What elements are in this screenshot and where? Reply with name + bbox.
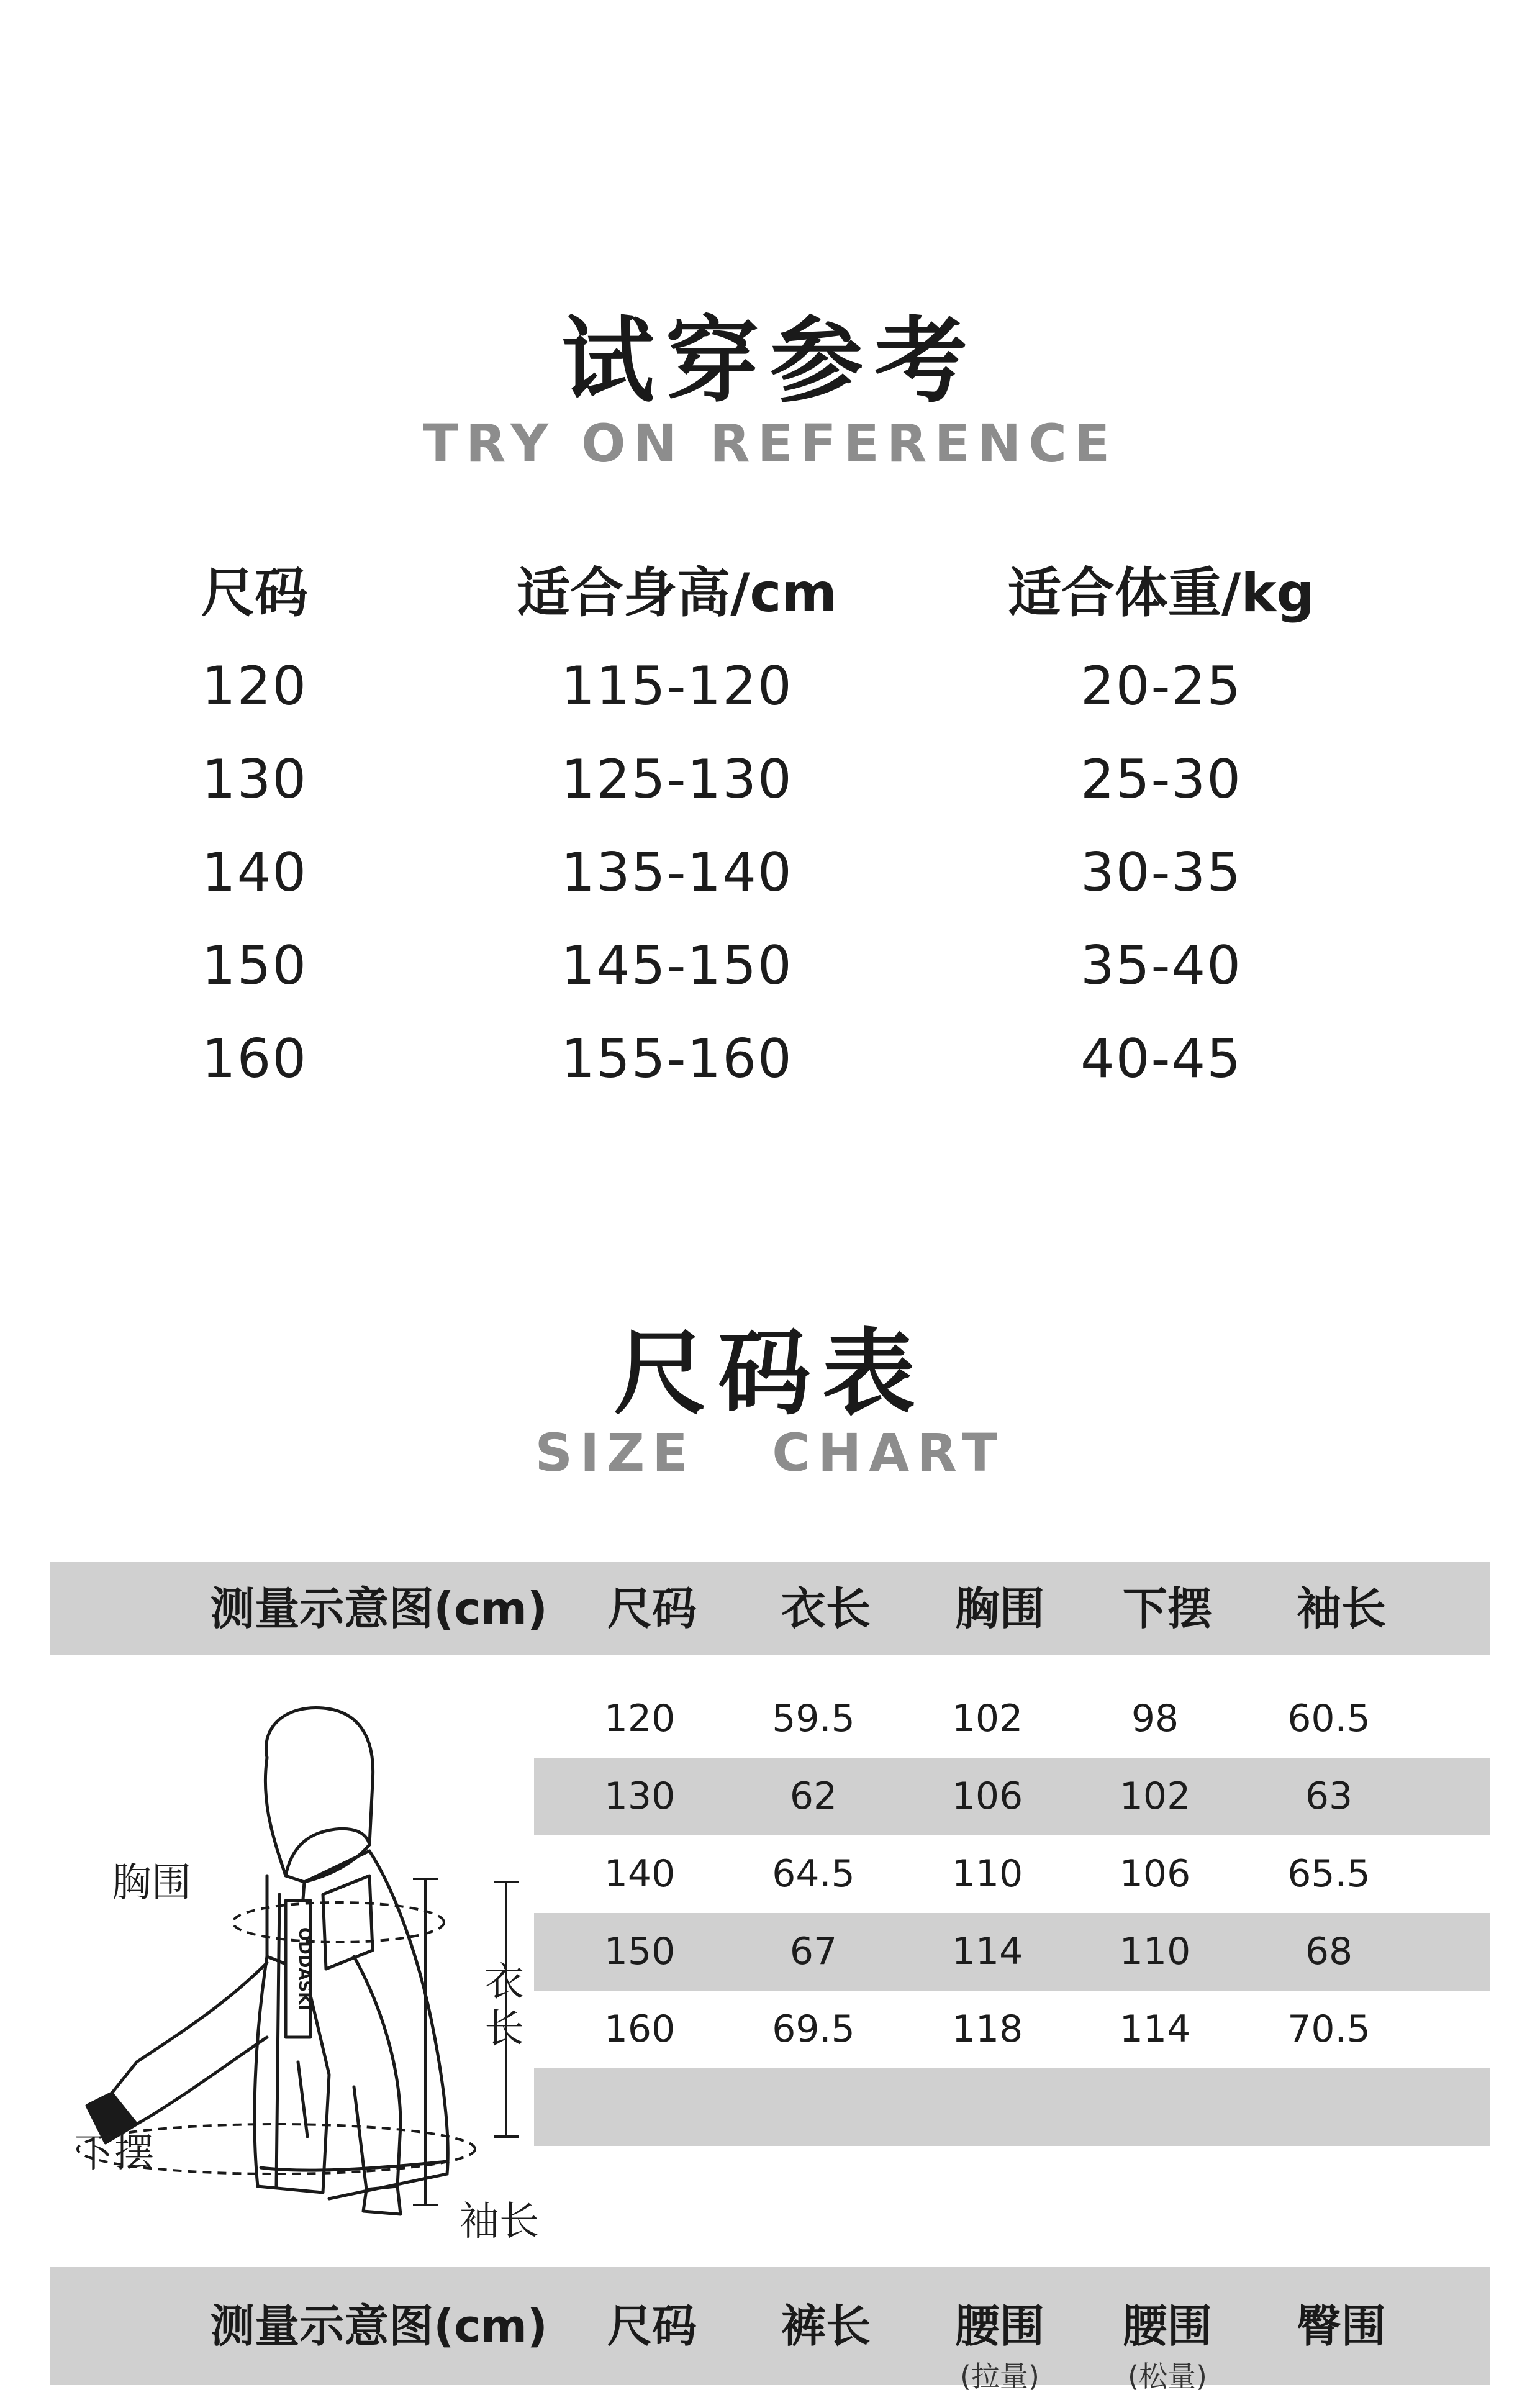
hem-cell: 110 [1119,1930,1191,1973]
height-cell: 135-140 [561,842,793,904]
size-cell: 150 [201,935,308,997]
sleeve-cell: 65.5 [1287,1852,1370,1896]
table-row [0,919,1540,1012]
length-cell: 59.5 [772,1697,855,1740]
hem-label: 下摆 [75,2130,154,2176]
header-pants-length: 裤长 [781,2300,871,2352]
hem-cell: 106 [1119,1852,1191,1896]
table-row [0,826,1540,919]
size-cell: 120 [604,1697,676,1740]
header-waist-stretched: 腰围 [954,2300,1044,2352]
table-row [0,640,1540,733]
table-row [0,733,1540,826]
size-cell: 140 [604,1852,676,1896]
try-on-title: 试穿参考 [561,307,979,416]
height-cell: 145-150 [561,935,793,997]
header-sleeve: 袖长 [1296,1583,1386,1635]
weight-cell: 20-25 [1080,655,1242,717]
jacket-logo: ODDASKI [295,1927,314,2011]
size-cell: 140 [201,842,308,904]
header-length: 衣长 [781,1583,871,1635]
size-cell: 160 [201,1028,308,1090]
table-row-empty [534,2068,1490,2146]
size-chart-header [50,1562,1490,1655]
waist-relaxed-note: (松量) [1128,2360,1207,2393]
header-diagram: 测量示意图(cm) [210,2300,548,2352]
header-height: 适合身高/cm [517,562,837,624]
try-on-header-row [0,547,1540,640]
waist-stretched-note: (拉量) [960,2360,1040,2393]
hem-cell: 114 [1119,2007,1191,2051]
sleeve-label: 袖长 [460,2199,539,2245]
header-size: 尺码 [607,2300,697,2352]
weight-cell: 40-45 [1080,1028,1242,1090]
header-hem: 下摆 [1122,1583,1212,1635]
hem-cell: 102 [1119,1775,1191,1818]
try-on-subtitle: TRY ON REFERENCE [422,413,1118,474]
length-cell: 62 [789,1775,838,1818]
table-row [0,1012,1540,1106]
length-label-2: 长 [484,2006,524,2052]
size-cell: 150 [604,1930,676,1973]
chest-cell: 114 [951,1930,1023,1973]
length-cell: 64.5 [772,1852,855,1896]
height-cell: 125-130 [561,748,793,811]
sleeve-cell: 63 [1305,1775,1353,1818]
size-cell: 160 [604,2007,676,2051]
height-cell: 115-120 [561,655,793,717]
sleeve-cell: 60.5 [1287,1697,1370,1740]
size-cell: 120 [201,655,308,717]
header-diagram: 测量示意图(cm) [210,1583,548,1635]
hem-cell: 98 [1131,1697,1179,1740]
size-cell: 130 [201,748,308,811]
size-cell: 130 [604,1775,676,1818]
header-waist-relaxed: 腰围 [1122,2300,1212,2352]
header-hip: 臀围 [1296,2300,1386,2352]
height-cell: 155-160 [561,1028,793,1090]
chest-cell: 102 [951,1697,1023,1740]
try-on-table [0,547,1540,1106]
weight-cell: 25-30 [1080,748,1242,811]
pants-chart-header [50,2267,1490,2393]
length-cell: 69.5 [772,2007,855,2051]
chest-label: 胸围 [112,1860,191,1906]
header-chest: 胸围 [954,1583,1044,1635]
size-chart-title: 尺码表 [613,1320,926,1428]
weight-cell: 30-35 [1080,842,1242,904]
size-chart-subtitle: SIZE CHART [535,1422,1005,1483]
header-size: 尺码 [607,1583,697,1635]
header-size: 尺码 [201,562,308,624]
sleeve-cell: 70.5 [1287,2007,1370,2051]
chest-cell: 106 [951,1775,1023,1818]
length-label-1: 衣 [484,1960,524,2006]
chest-cell: 110 [951,1852,1023,1896]
chest-cell: 118 [951,2007,1023,2051]
sleeve-cell: 68 [1305,1930,1353,1973]
weight-cell: 35-40 [1080,935,1242,997]
header-weight: 适合体重/kg [1007,562,1315,624]
length-cell: 67 [789,1930,838,1973]
